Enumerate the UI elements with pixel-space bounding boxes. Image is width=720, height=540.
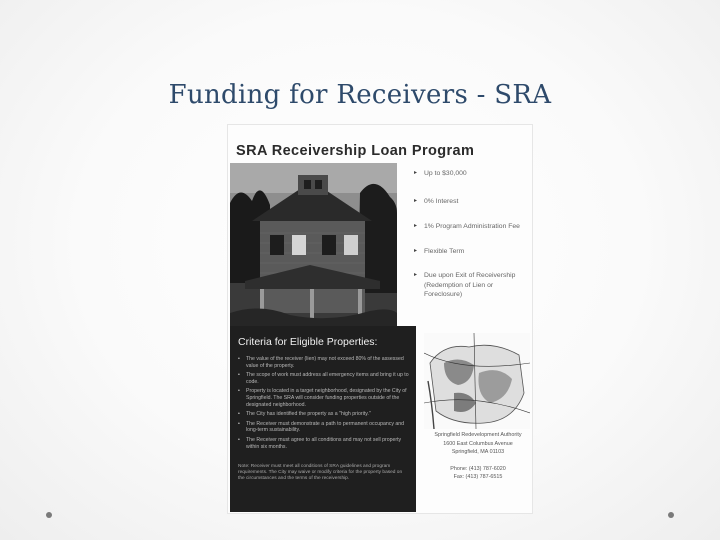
contact-street: 1600 East Columbus Avenue — [443, 440, 513, 447]
flyer-header: SRA Receivership Loan Program — [236, 143, 475, 159]
criteria-item: • The City has identified the property as a "high priority." — [238, 411, 410, 418]
loan-term-item: ▸ Up to $30,000 — [414, 169, 529, 179]
loan-term-item: ▸ Flexible Term — [414, 247, 529, 257]
contact-org: Springfield Redevelopment Authority — [434, 432, 522, 438]
contact-city: Springfield, MA 01103 — [451, 449, 505, 455]
slide-title: Funding for Receivers - SRA — [168, 80, 552, 110]
criteria-footnote: Note: Receiver must meet all conditions of SRA guidelines and program requirements. The City may waive or modify criteria for the property based on the circumstances and the terms of the receivership. — [238, 464, 403, 482]
contact-phone: Phone: (413) 787-6020 — [450, 465, 506, 472]
loan-term-item: ▸ 0% Interest — [414, 197, 529, 207]
flyer-document — [228, 125, 532, 513]
criteria-item: • The value of the receiver (lien) may not exceed 80% of the assessed value of the property. — [238, 356, 410, 369]
criteria-list — [238, 356, 410, 453]
contact-fax: Fax: (413) 787-6515 — [453, 474, 503, 480]
neighborhood-map — [424, 333, 530, 429]
criteria-panel — [230, 326, 416, 512]
loan-term-item: ▸ 1% Program Administration Fee — [414, 222, 529, 232]
criteria-item: • The Receiver must demonstrate a path to permanent occupancy and long-term sustainability. — [238, 421, 410, 434]
criteria-heading: Criteria for Eligible Properties: — [238, 336, 378, 348]
slide-corner-dot-right — [668, 512, 674, 518]
criteria-item: • The Receiver must agree to all conditions and may not sell property within six months. — [238, 437, 410, 450]
loan-terms-list — [414, 169, 529, 300]
slide-corner-dot-left — [46, 512, 52, 518]
contact-block — [424, 431, 532, 482]
loan-term-item: ▸ Due upon Exit of Receivership (Redemption of Lien or Foreclosure) — [414, 271, 529, 300]
criteria-item: • Property is located in a target neighborhood, designated by the City of Springfield. The SRA will consider funding properties outside of the designated neighborhood. — [238, 388, 410, 408]
criteria-item: • The scope of work must address all emergency items and bring it up to code. — [238, 372, 410, 385]
